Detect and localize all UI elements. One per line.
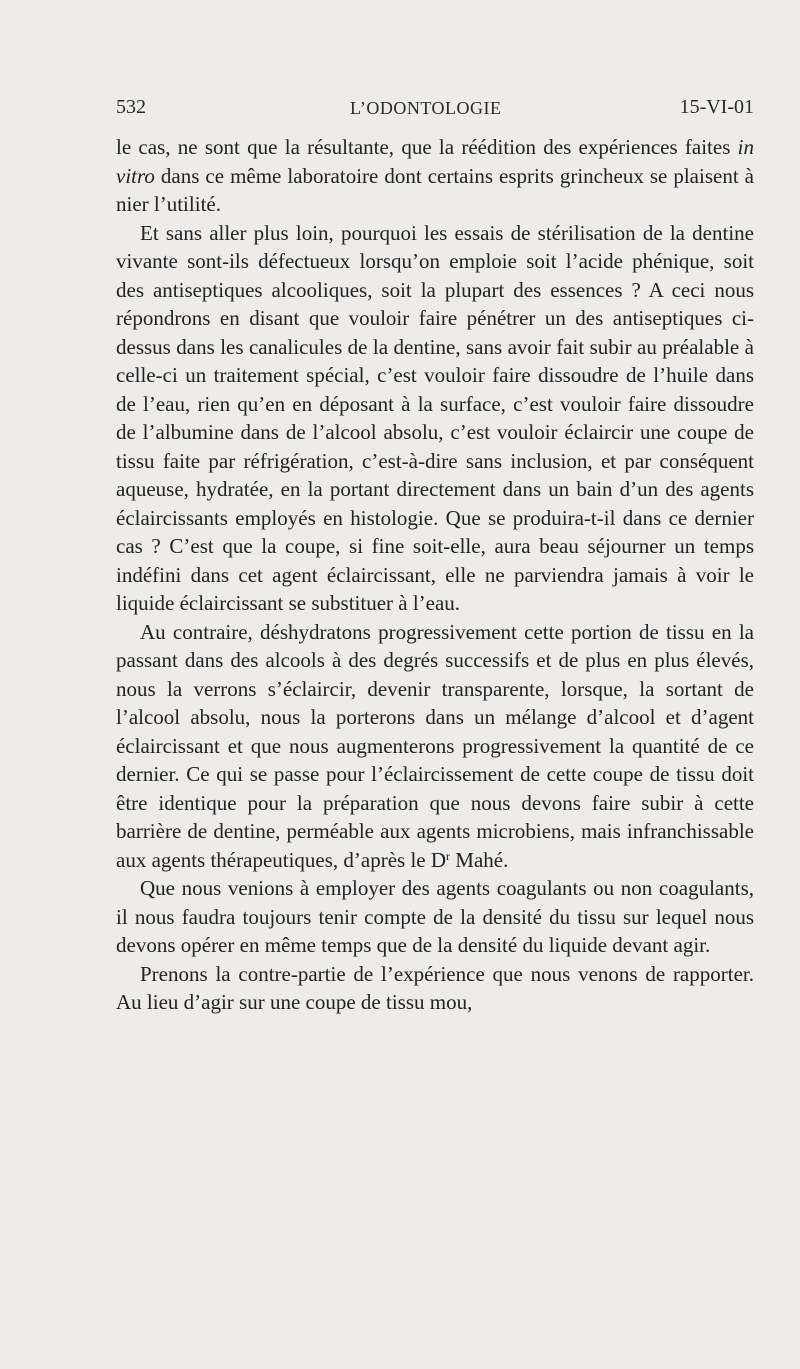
doctor-abbreviation-superscript: r <box>446 848 451 863</box>
paragraph-2: Et sans aller plus loin, pourquoi les essais de stérilisation de la dentine vivante sont-ils défectueux lorsqu’on emploie soit l’acide phénique, soit des antiseptiques alcooliques, soit la plupart des essences ? A ceci nous répondrons en disant que vouloir faire pénétrer un des antiseptiques ci-dessus dans les canalicules de la dentine, sans avoir fait subir au préalable à celle-ci un traitement spécial, c’est vouloir faire dissoudre de l’huile dans de l’eau, rien qu’en en déposant à la surface, c’est vouloir faire dissoudre de l’albumine dans de l’alcool absolu, c’est vouloir éclaircir une coupe de tissu faite par réfrigération, c’est-à-dire sans inclusion, et par conséquent aqueuse, hydratée, en la portant directement dans un bain d’un des agents éclaircissants employés en histologie. Que se produira-t-il dans ce dernier cas ? C’est que la coupe, si fine soit-elle, aura beau séjourner un temps indéfini dans cet agent éclaircissant, elle ne parviendra jamais à voir le liquide éclaircissant se substituer à l’eau. <box>116 220 754 615</box>
body-text <box>116 133 754 1017</box>
paragraph-1 <box>116 133 754 219</box>
paragraph-3-text-start: Au contraire, déshydratons progressivement cette portion de tissu en la passant dans des alcools à des degrés successifs et de plus en plus élevés, nous la verrons s’éclaircir, devenir transparente, lorsque, la sortant de l’alcool absolu, nous la porterons dans un mélange d’alcool et d’agent éclaircissant et que nous augmenterons progressivement la quantité de ce dernier. Ce qui se passe pour l’éclaircissement de cette coupe de tissu doit être identique pour la préparation que nous devons faire subir à cette barrière de dentine, perméable aux agents microbiens, mais infranchissable aux agents thérapeutiques, d’après le D <box>116 619 754 872</box>
paragraph-3 <box>116 618 754 875</box>
issue-date: 15-VI-01 <box>679 96 754 118</box>
page-number: 532 <box>116 96 146 118</box>
paragraph-3-text-end: Mahé. <box>450 847 509 872</box>
paragraph-1-text-end: dans ce même laboratoire dont certains esprits grincheux se plaisent à nier l’utilité. <box>116 163 754 216</box>
journal-title: L’ODONTOLOGIE <box>350 98 502 118</box>
running-header <box>116 96 754 128</box>
paragraph-1-text-start: le cas, ne sont que la résultante, que la réédition des expériences faites <box>116 135 738 159</box>
italic-term: in vitro <box>116 135 754 188</box>
paragraph-4: Que nous venions à employer des agents coagulants ou non coagulants, il nous faudra toujours tenir compte de la densité du tissu sur lequel nous devons opérer en même temps que de la densité du liquide devant agir. <box>116 876 754 957</box>
paragraph-5: Prenons la contre-partie de l’expérience que nous venons de rapporter. Au lieu d’agir sur une coupe de tissu mou, <box>116 961 754 1014</box>
